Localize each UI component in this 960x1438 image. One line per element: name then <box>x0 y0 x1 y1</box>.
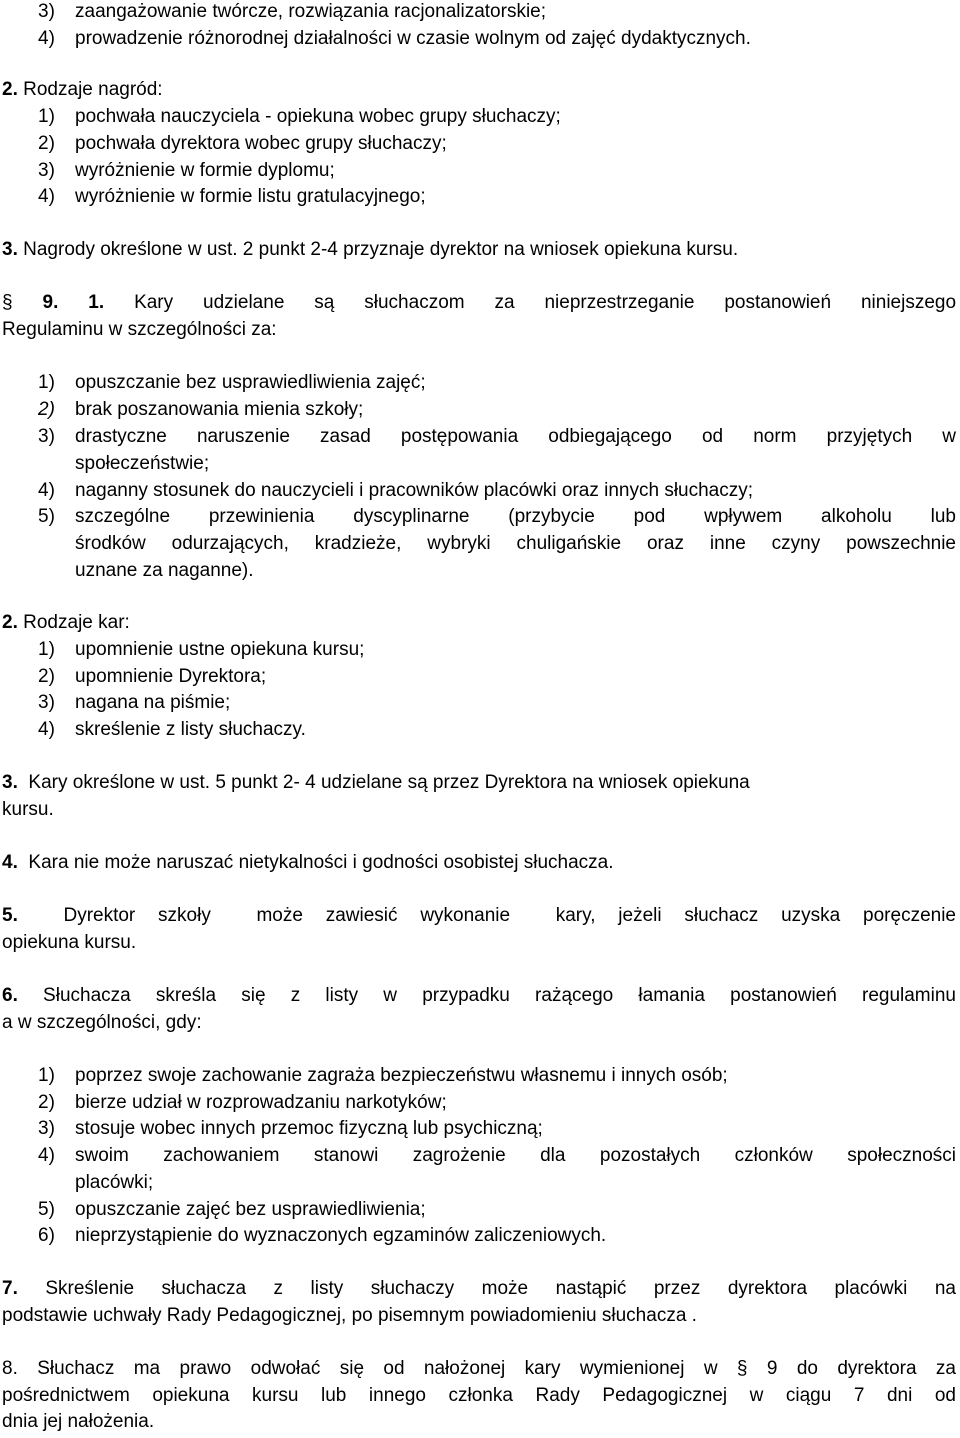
text-span: naganny stosunek do nauczycieli i pracowników placówki oraz innych słuchaczy; <box>75 480 754 501</box>
text-span: 2) <box>38 399 55 420</box>
list-item <box>38 689 956 716</box>
text-span: 4. <box>2 852 18 873</box>
text-span: a w szczególności, gdy: <box>2 1012 202 1033</box>
text-span: Regulaminu w szczególności za: <box>2 319 277 340</box>
text-span: 1) <box>38 372 55 393</box>
list-item <box>38 183 956 210</box>
text-span: 2) <box>38 1092 55 1113</box>
list-item <box>38 1062 956 1089</box>
list-item <box>38 477 956 504</box>
list-item-continuation <box>75 1169 956 1196</box>
text-span: 3) <box>38 1118 55 1139</box>
text-span: skreślenie z listy słuchaczy. <box>75 719 306 740</box>
text-span: Kara nie może naruszać nietykalności i godności osobistej słuchacza. <box>28 852 614 873</box>
list-item-continuation <box>75 450 956 477</box>
text-span: Rodzaje kar: <box>23 612 130 633</box>
text-span: wyróżnienie w formie dyplomu; <box>75 160 335 181</box>
list-item <box>38 1142 956 1169</box>
text-span: 9. <box>42 292 59 313</box>
item-text: prowadzenie różnorodnej działalności w czasie wolnym od zajęć dydaktycznych. <box>75 28 751 49</box>
text-span: 5) <box>38 1199 55 1220</box>
text-span: Kary udzielane są słuchaczom za nieprzestrzeganie postanowień niniejszego <box>134 292 957 313</box>
text-span: 3) <box>38 692 55 713</box>
text-span: drastyczne naruszenie zasad postępowania odbiegającego od norm przyjętych w <box>75 426 956 447</box>
paragraph-3 <box>2 236 738 263</box>
item-number: 3) <box>38 1 55 22</box>
text-span: 4) <box>38 1145 55 1166</box>
penalties-heading <box>2 609 130 636</box>
text-span: 1) <box>38 639 55 660</box>
text-span: 4) <box>38 480 55 501</box>
list-item <box>38 1089 956 1116</box>
paragraph-6-line-2 <box>2 1009 202 1036</box>
text-span: 2) <box>38 133 55 154</box>
text-span: placówki; <box>75 1172 154 1193</box>
text-span: kursu. <box>2 799 54 820</box>
text-span: 3) <box>38 160 55 181</box>
text-span: 6. <box>2 985 18 1006</box>
text-span: 2. <box>2 612 18 633</box>
text-span: wyróżnienie w formie listu gratulacyjnego; <box>75 186 426 207</box>
text-span: 3. <box>2 772 18 793</box>
list-item <box>38 716 956 743</box>
paragraph-number: 2. <box>2 79 18 100</box>
text-span: poprzez swoje zachowanie zagraża bezpieczeństwu własnemu i innych osób; <box>75 1065 728 1086</box>
list-item <box>38 0 956 25</box>
text-span: 3) <box>38 426 55 447</box>
awards-heading <box>2 76 163 103</box>
text-span: upomnienie Dyrektora; <box>75 666 267 687</box>
text-span: 3. <box>2 239 18 260</box>
list-item <box>38 423 956 450</box>
text-span: brak poszanowania mienia szkoły; <box>75 399 364 420</box>
paragraph-7-line-1 <box>2 1275 956 1302</box>
text-span: Nagrody określone w ust. 2 punkt 2-4 przyznaje dyrektor na wniosek opiekuna kursu. <box>23 239 739 260</box>
text-span: społeczeństwie; <box>75 453 210 474</box>
text-span: upomnienie ustne opiekuna kursu; <box>75 639 365 660</box>
list-item <box>38 663 956 690</box>
text-span: uznane za naganne). <box>75 560 254 581</box>
list-item <box>38 503 956 530</box>
item-number: 4) <box>38 28 55 49</box>
text-span: 1. <box>88 292 105 313</box>
section-9-line-2 <box>2 316 277 343</box>
list-item <box>38 157 956 184</box>
text-span: 4) <box>38 186 55 207</box>
text-span: Kary określone w ust. 5 punkt 2- 4 udzielane są przez Dyrektora na wniosek opiekuna <box>28 772 750 793</box>
text-span: podstawie uchwały Rady Pedagogicznej, po pisemnym powiadomieniu słuchacza . <box>2 1305 697 1326</box>
paragraph-5-line-1 <box>2 902 956 929</box>
paragraph-5-line-2 <box>2 929 136 956</box>
text-span: stosuje wobec innych przemoc fizyczną lub psychiczną; <box>75 1118 543 1139</box>
text-span: pochwała nauczyciela - opiekuna wobec grupy słuchaczy; <box>75 106 561 127</box>
list-item <box>38 1196 956 1223</box>
section-9-line-1 <box>2 289 956 316</box>
list-item <box>38 636 956 663</box>
text-span: dnia jej nałożenia. <box>2 1411 155 1432</box>
text-span: 1) <box>38 1065 55 1086</box>
text-span: nieprzystąpienie do wyznaczonych egzaminów zaliczeniowych. <box>75 1225 607 1246</box>
text-span: opiekuna kursu. <box>2 932 137 953</box>
list-item-continuation <box>75 557 956 584</box>
text-span: 2) <box>38 666 55 687</box>
text-span: Skreślenie słuchacza z listy słuchaczy może nastąpić przez dyrektora placówki na <box>45 1278 956 1299</box>
item-text: zaangażowanie twórcze, rozwiązania racjonalizatorskie; <box>75 1 547 22</box>
list-item-continuation <box>75 530 956 557</box>
text-span: 7. <box>2 1278 18 1299</box>
text-span: 4) <box>38 719 55 740</box>
text-span: swoim zachowaniem stanowi zagrożenie dla pozostałych członków społeczności <box>75 1145 956 1166</box>
text-span: 5. <box>2 905 18 926</box>
text-span: pośrednictwem opiekuna kursu lub innego członka Rady Pedagogicznej w ciągu 7 dni od <box>2 1385 956 1406</box>
paragraph-8-line-1 <box>2 1355 956 1382</box>
text-span: bierze udział w rozprowadzaniu narkotyków; <box>75 1092 447 1113</box>
text-span: 8. <box>2 1358 18 1379</box>
text-span: opuszczanie zajęć bez usprawiedliwienia; <box>75 1199 426 1220</box>
text-span: Słuchacza skreśla się z listy w przypadku rażącego łamania postanowień regulaminu <box>43 985 956 1006</box>
list-item <box>38 1115 956 1142</box>
paragraph-6-line-1 <box>2 982 956 1009</box>
paragraph-3b-line-1 <box>2 769 750 796</box>
text-span: nagana na piśmie; <box>75 692 231 713</box>
list-item <box>38 1222 956 1249</box>
list-item <box>38 25 956 52</box>
text-span: pochwała dyrektora wobec grupy słuchaczy; <box>75 133 447 154</box>
list-item <box>38 130 956 157</box>
text-span: szczególne przewinienia dyscyplinarne (przybycie pod wpływem alkoholu lub <box>75 506 956 527</box>
text-span: 1) <box>38 106 55 127</box>
text-span: 5) <box>38 506 55 527</box>
paragraph-8-line-2 <box>2 1382 956 1409</box>
list-item <box>38 103 956 130</box>
text-span: Słuchacz ma prawo odwołać się od nałożonej kary wymienionej w § 9 do dyrektora za <box>37 1358 956 1379</box>
paragraph-4 <box>2 849 614 876</box>
paragraph-8-line-3 <box>2 1408 154 1435</box>
text-span: środków odurzających, kradzieże, wybryki chuligańskie oraz inne czyny powszechnie <box>75 533 956 554</box>
section-symbol: § <box>2 292 13 313</box>
list-item <box>38 396 956 423</box>
paragraph-text: Rodzaje nagród: <box>23 79 163 100</box>
paragraph-7-line-2 <box>2 1302 697 1329</box>
text-span: 6) <box>38 1225 55 1246</box>
paragraph-3b-line-2 <box>2 796 54 823</box>
text-span: opuszczanie bez usprawiedliwienia zajęć; <box>75 372 426 393</box>
list-item <box>38 369 956 396</box>
text-span: Dyrektor szkoły może zawiesić wykonanie kary, jeżeli słuchacz uzyska poręczenie <box>63 905 956 926</box>
